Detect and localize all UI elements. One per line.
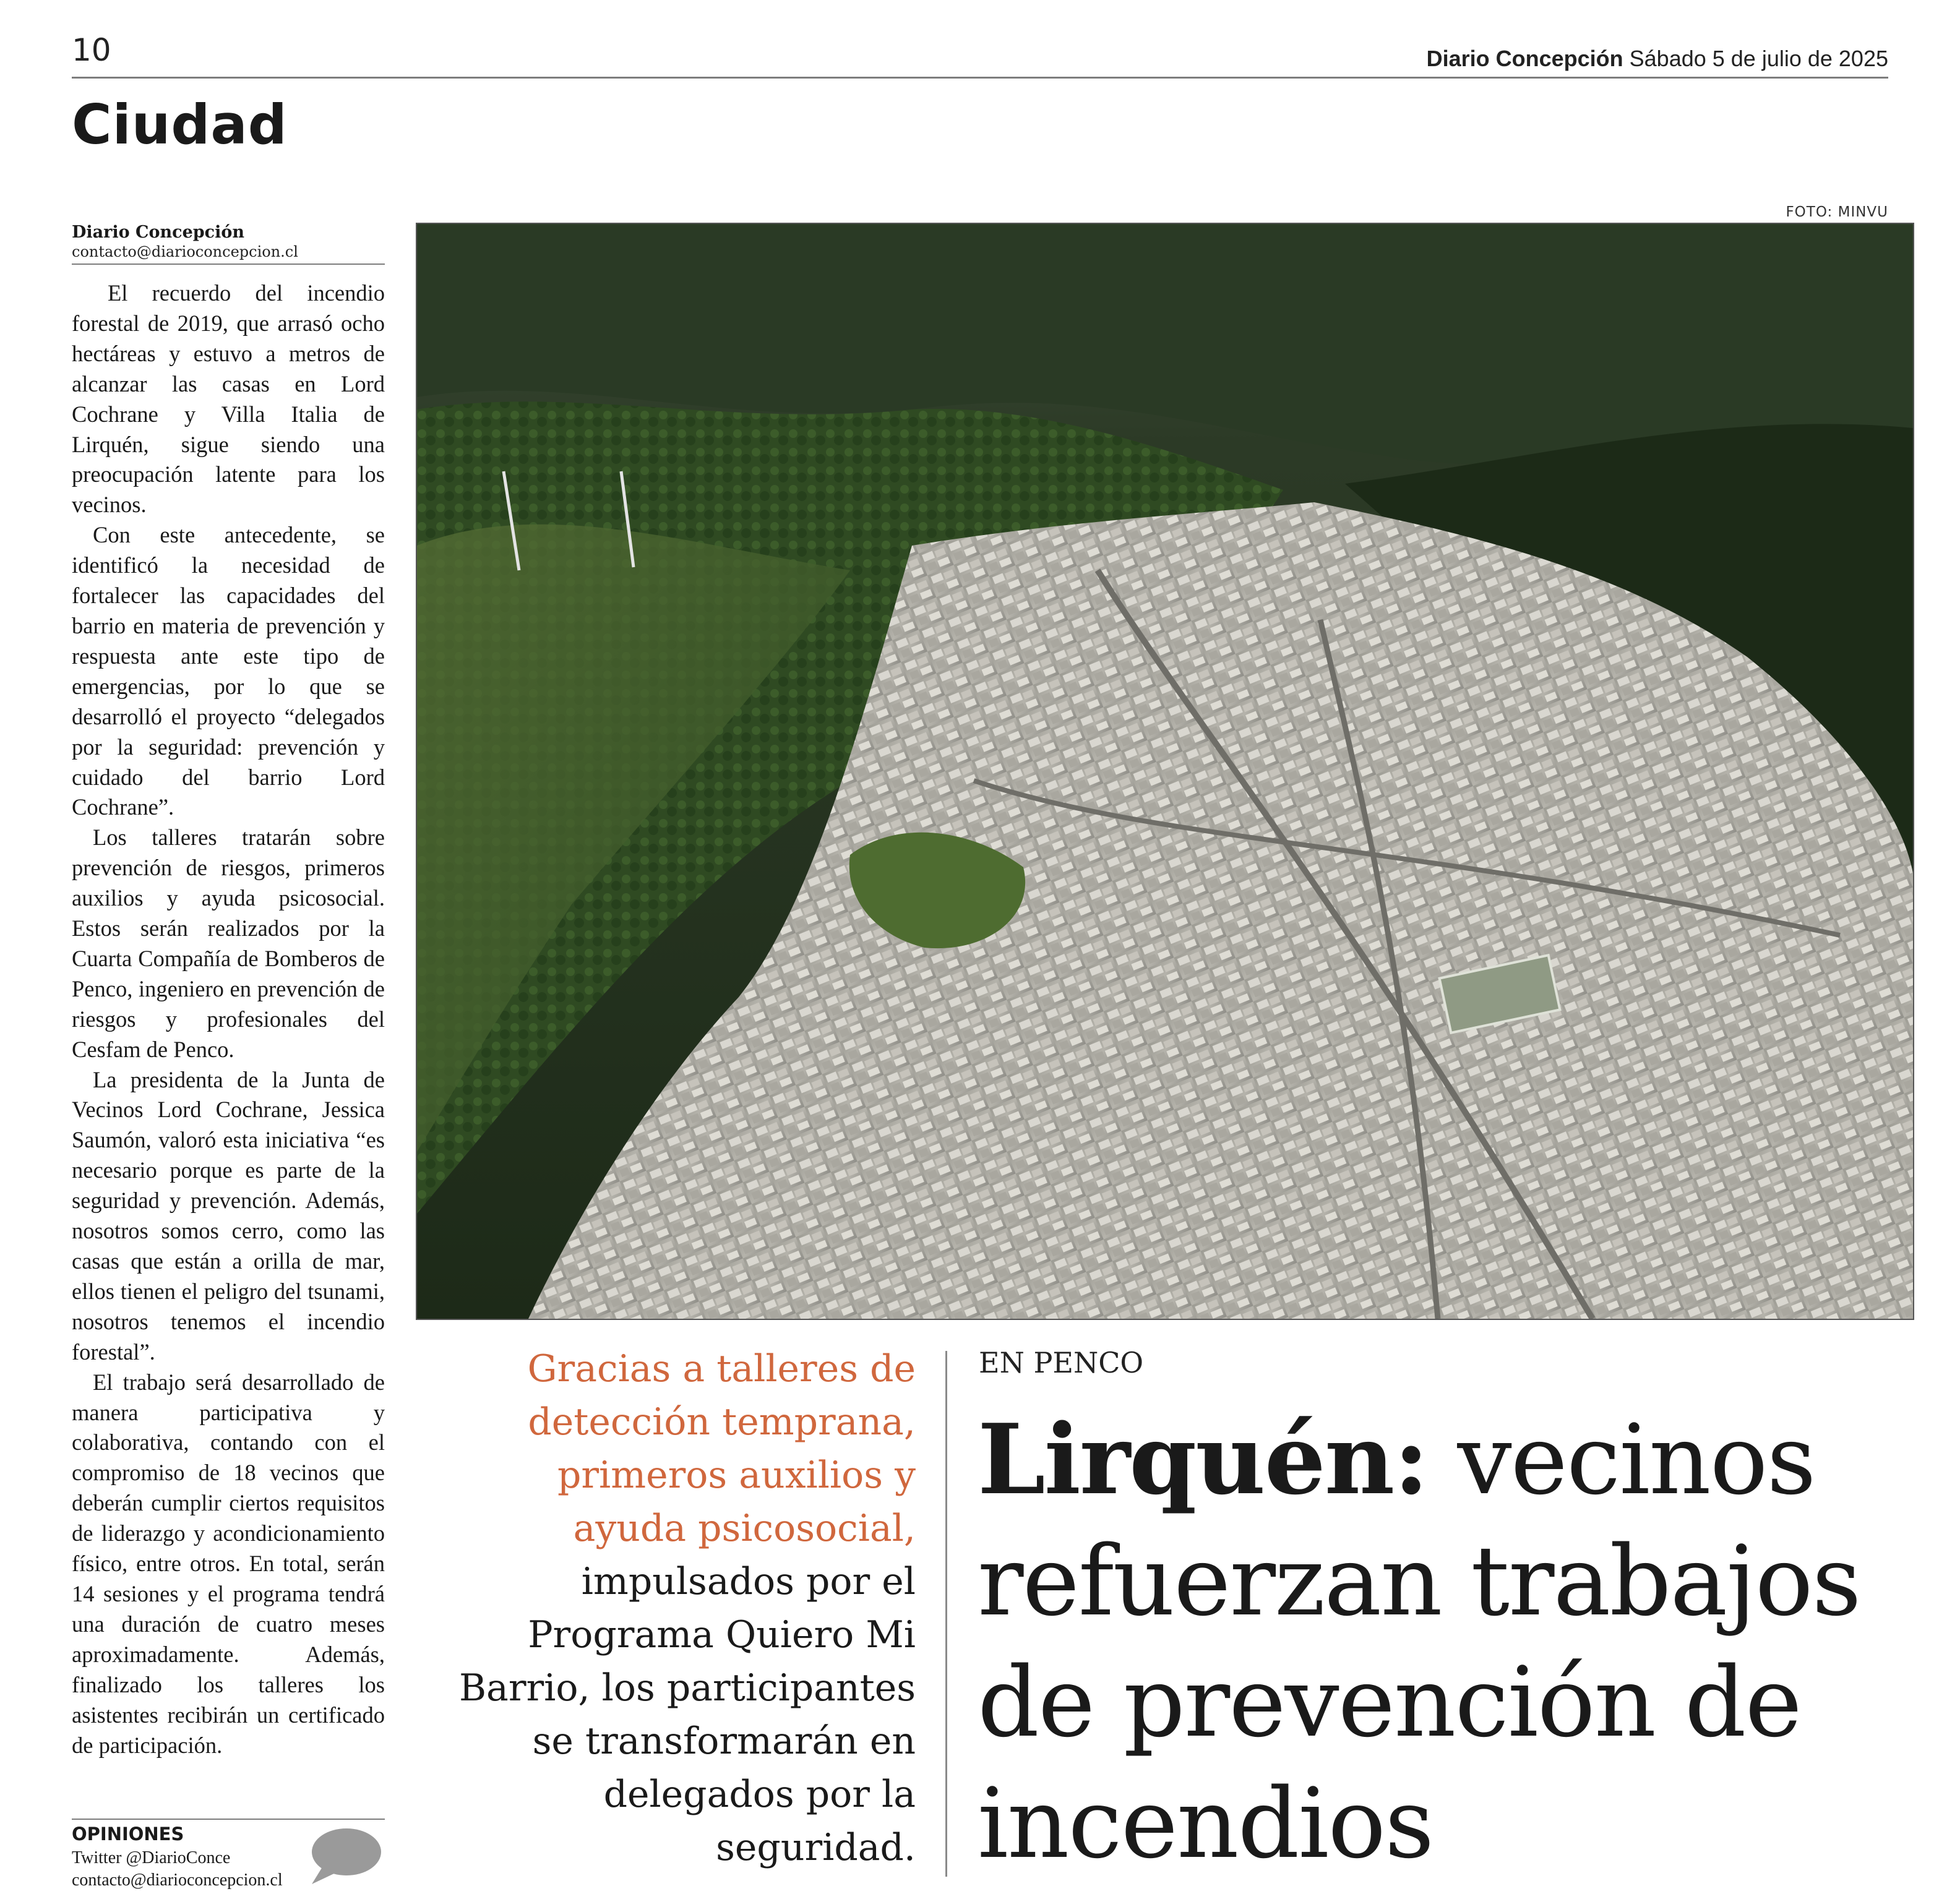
masthead [1427,46,1888,72]
header-rule [72,77,1888,79]
headline-lead: Lirquén: [978,1403,1428,1516]
article-body [72,278,385,1760]
byline-email: contacto@diarioconcepcion.cl [72,243,298,260]
opinions-email: contacto@diarioconcepcion.cl [72,1870,283,1890]
article-deck [433,1342,916,1874]
body-paragraph: Los talleres tratarán sobre prevención de riesgos, primeros auxilios y ayuda psicosocial. Estos serán realizados por la Cuarta Compañía de Bomberos de Penco, ingeniero en prevención de riesgos y profesionales del Cesfam de Penco. [72,825,385,1062]
kicker: EN PENCO [979,1346,1144,1379]
photo-credit: FOTO: MINVU [1786,204,1888,220]
body-paragraph: El recuerdo del incendio forestal de 2019, que arrasó ocho hectáreas y estuvo a metros de alcanzar las casas en Lord Cochrane y Villa Italia de Lirquén, sigue siendo una preocupación latente para los vecinos. [72,280,385,518]
deck-text: impulsados por el Programa Quiero Mi Barrio, los participantes se transformarán en delegados por la seguridad. [458,1560,916,1869]
body-paragraph: La presidenta de la Junta de Vecinos Lord Cochrane, Jessica Saumón, valoró esta iniciativa “es necesario porque es parte de la seguridad y prevención. Además, nosotros somos cerro, como las casas que están a orilla de mar, ellos tienen el peligro del tsunami, nosotros tenemos el incendio forestal”. [72,1066,385,1365]
opinions-rule [72,1819,385,1820]
opinions-title: OPINIONES [72,1823,184,1845]
aerial-photo [416,223,1914,1320]
body-paragraph: El trabajo será desarrollado de manera participativa y colaborativa, contando con el compromiso de 18 vecinos que deberán cumplir ciertos requisitos de liderazgo y acondicionamiento físico, entre otros. En total, serán 14 sesiones y el programa tendrá una duración de cuatro meses aproximadamente. Además, finalizado los talleres los asistentes recibirán un certificado de participación. [72,1369,385,1758]
headline [978,1399,1918,1884]
section-title: Ciudad [72,93,288,156]
speech-bubble-icon [303,1825,384,1887]
page-number: 10 [72,32,111,68]
masthead-date: Sábado 5 de julio de 2025 [1629,46,1888,71]
masthead-brand: Diario Concepción [1426,46,1623,71]
byline-rule [72,264,385,265]
body-paragraph: Con este antecedente, se identificó la necesidad de fortalecer las capacidades del barrio en materia de prevención y respuesta ante este tipo de emergencias, por lo que se desarrolló el proyecto “delegados por la seguridad: prevención y cuidado del barrio Lord Cochrane”. [72,522,385,820]
deck-accent: Gracias a talleres de detección temprana, primeros auxilios y ayuda psicosocial, [527,1347,916,1550]
byline-name: Diario Concepción [72,223,245,242]
opinions-twitter: Twitter @DiarioConce [72,1848,231,1867]
column-divider [945,1351,947,1877]
headline-text: vecinos refuerzan trabajos de prevención de incendios [978,1403,1860,1880]
